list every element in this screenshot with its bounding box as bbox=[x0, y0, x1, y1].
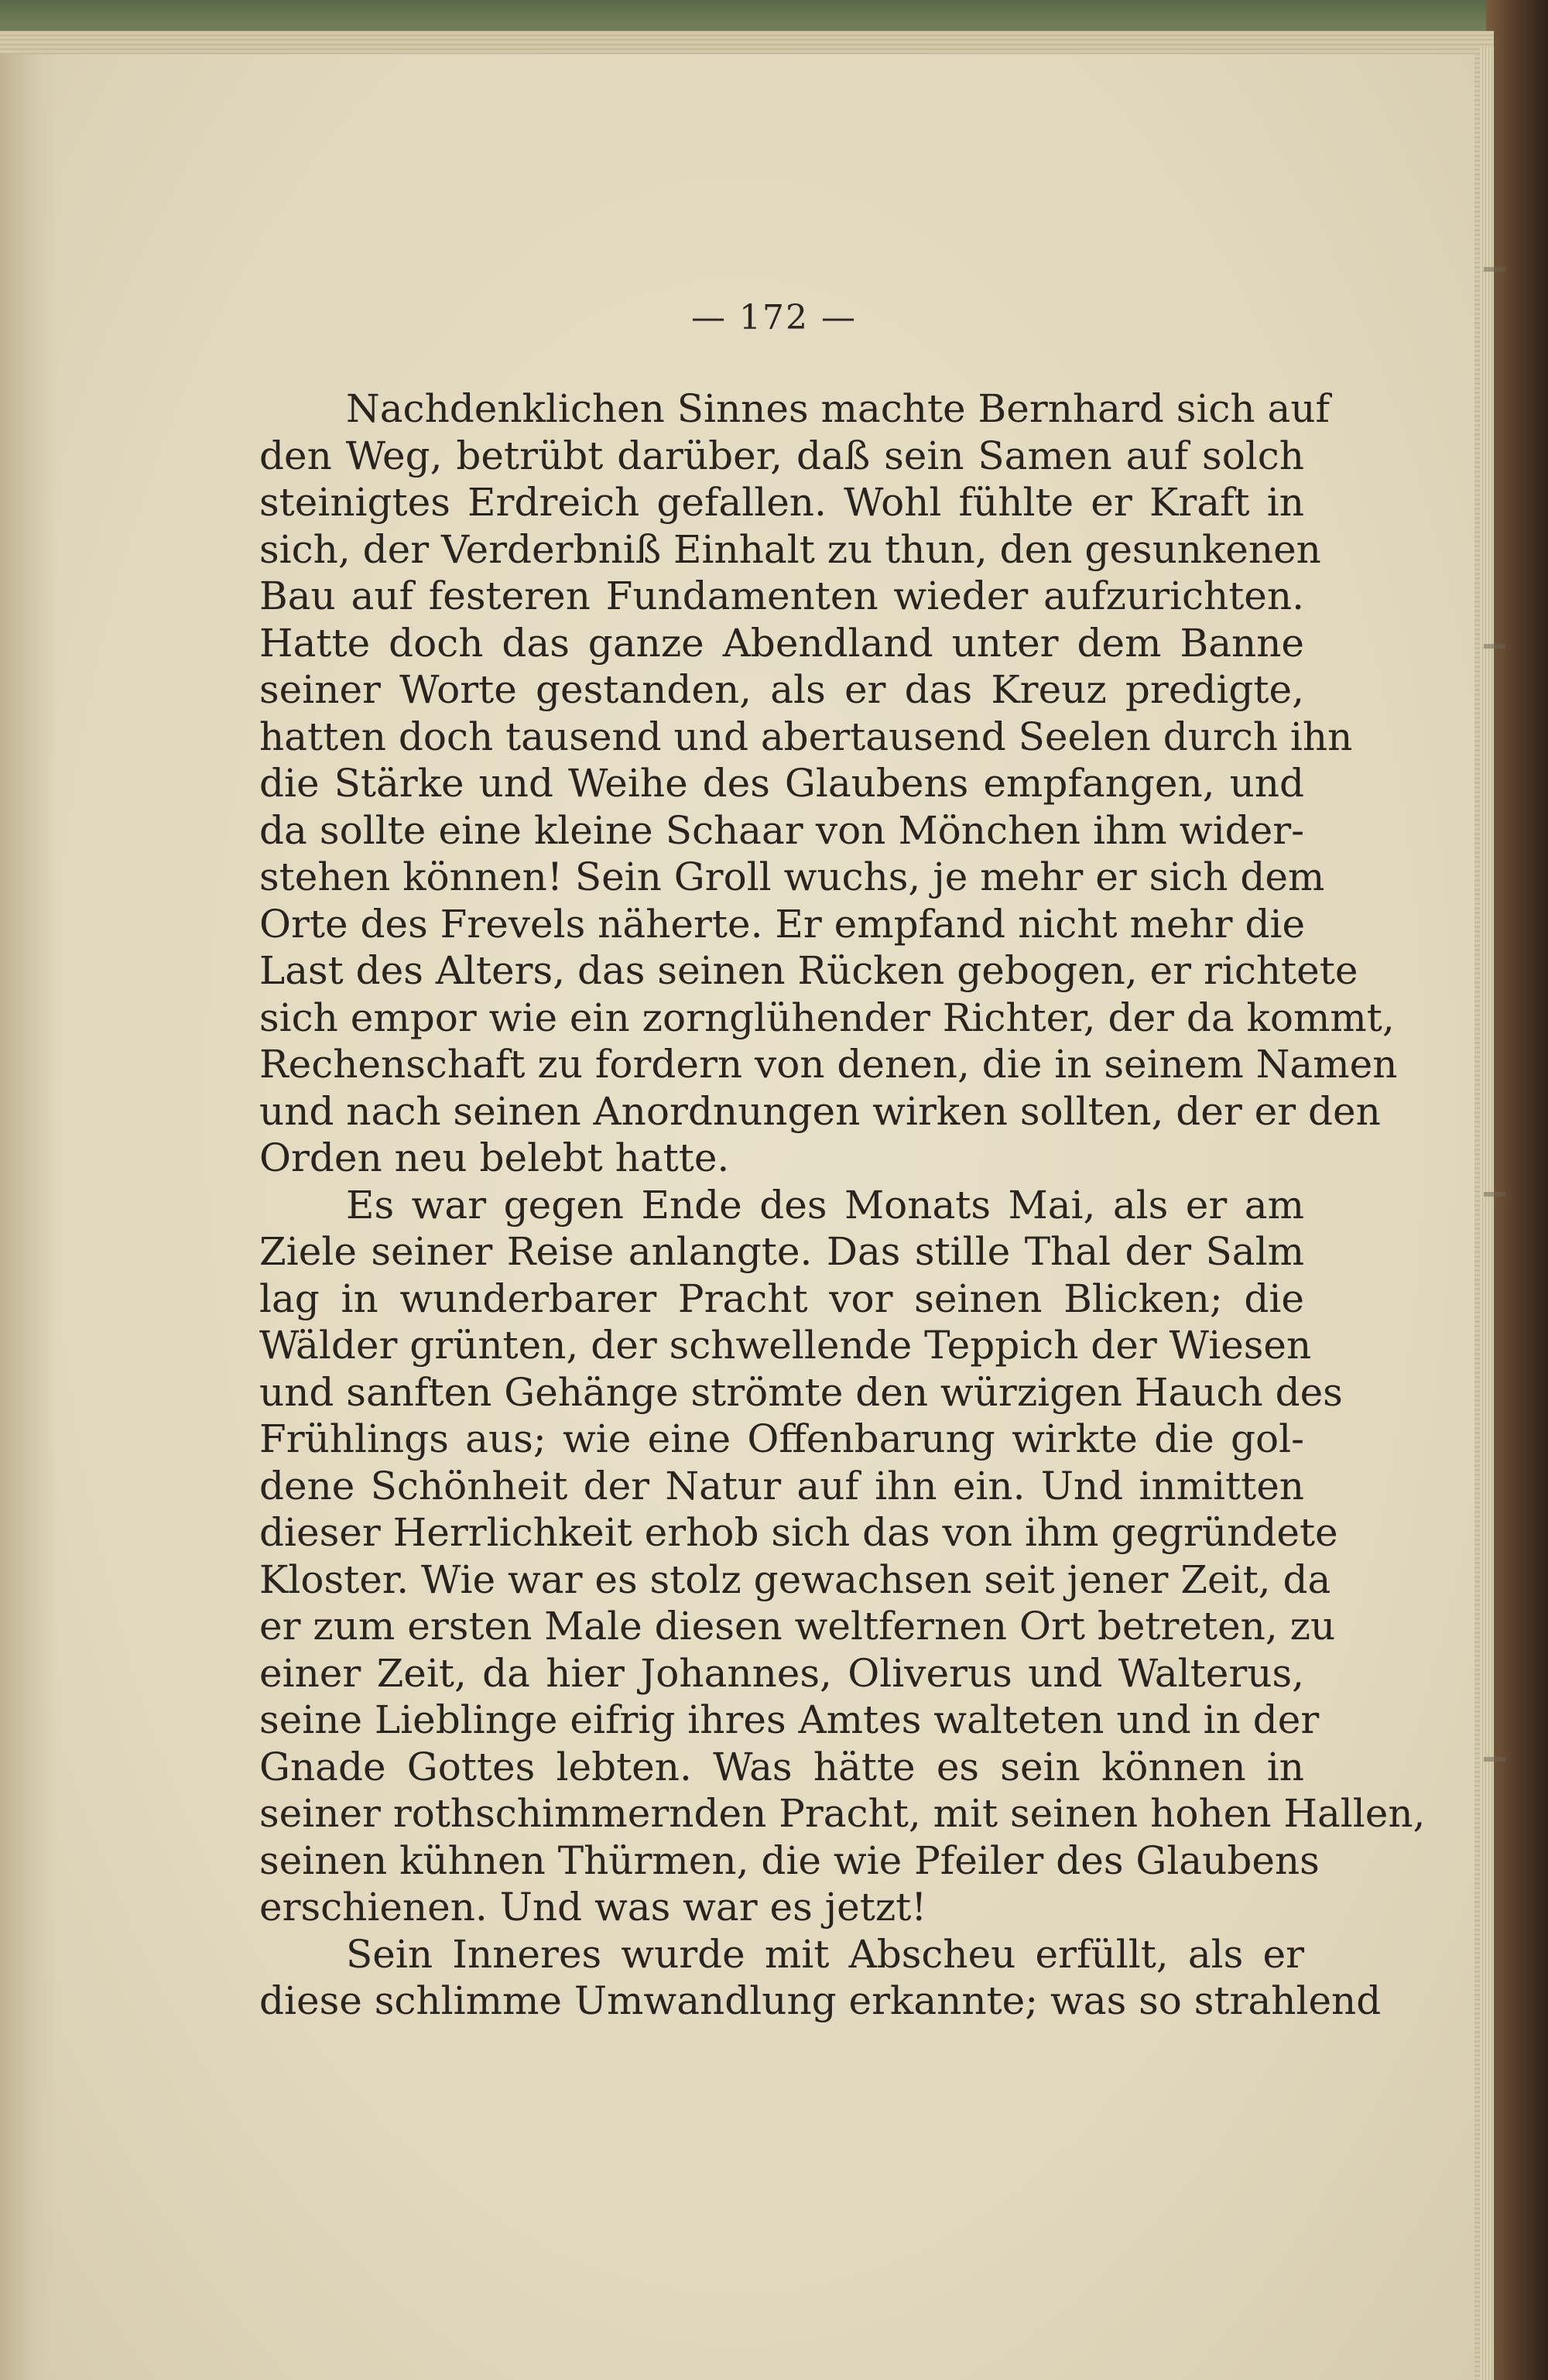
page-gutter-shadow bbox=[0, 54, 58, 2380]
text-line: diese schlimme Umwandlung erkannte; was so strahlend bbox=[259, 1978, 1382, 2023]
text-line: stehen können! Sein Groll wuchs, je mehr er sich dem bbox=[259, 854, 1325, 899]
text-line: Sein Inneres wurde mit Abscheu erfüllt, als er bbox=[346, 1931, 1304, 1977]
text-line: Orte des Frevels näherte. Er empfand nicht mehr die bbox=[259, 901, 1306, 947]
text-line: Rechenschaft zu fordern von denen, die in seinem Namen bbox=[259, 1042, 1398, 1087]
body-text bbox=[259, 385, 1426, 2025]
text-line: Gnade Gottes lebten. Was hätte es sein können in bbox=[259, 1744, 1304, 1789]
text-line: hatten doch tausend und abertausend Seelen durch ihn bbox=[259, 714, 1353, 759]
text-line: einer Zeit, da hier Johannes, Oliverus und Walterus, bbox=[259, 1650, 1304, 1696]
text-line: seiner Worte gestanden, als er das Kreuz predigte, bbox=[259, 667, 1304, 712]
text-line: Orden neu belebt hatte. bbox=[259, 1135, 730, 1180]
text-line: dene Schönheit der Natur auf ihn ein. Und inmitten bbox=[259, 1463, 1304, 1508]
text-line: Nachdenklichen Sinnes machte Bernhard sich auf bbox=[346, 386, 1331, 431]
text-line: da sollte eine kleine Schaar von Mönchen ihm wider- bbox=[259, 807, 1304, 853]
text-line: er zum ersten Male diesen weltfernen Ort betreten, zu bbox=[259, 1604, 1336, 1649]
paragraph bbox=[259, 1182, 1426, 1931]
book-cover-right bbox=[1486, 0, 1548, 2380]
paragraph bbox=[259, 1931, 1382, 2025]
text-line: Kloster. Wie war es stolz gewachsen seit jener Zeit, da bbox=[259, 1556, 1331, 1602]
text-line: Hatte doch das ganze Abendland unter dem Banne bbox=[259, 620, 1304, 666]
text-line: lag in wunderbarer Pracht vor seinen Blicken; die bbox=[259, 1276, 1304, 1321]
text-line: dieser Herrlichkeit erhob sich das von ihm gegründete bbox=[259, 1510, 1338, 1555]
page-number: — 172 — bbox=[691, 298, 857, 337]
text-line: und sanften Gehänge strömte den würzigen Hauch des bbox=[259, 1369, 1343, 1415]
text-line: Bau auf festeren Fundamenten wieder aufzurichten. bbox=[259, 574, 1304, 618]
margin-mark bbox=[1484, 1757, 1505, 1762]
page-stack-side bbox=[1480, 46, 1494, 2380]
text-line: sich, der Verderbniß Einhalt zu thun, den gesunkenen bbox=[259, 526, 1321, 572]
text-line: sich empor wie ein zornglühender Richter, der da kommt, bbox=[259, 995, 1395, 1040]
text-line: steinigtes Erdreich gefallen. Wohl fühlte er Kraft in bbox=[259, 480, 1304, 525]
text-line: seiner rothschimmernden Pracht, mit seinen hohen Hallen, bbox=[259, 1791, 1426, 1836]
text-line: seine Lieblinge eifrig ihres Amtes walteten und in der bbox=[259, 1697, 1320, 1742]
text-line: den Weg, betrübt darüber, daß sein Samen auf solch bbox=[259, 433, 1304, 478]
text-line: Ziele seiner Reise anlangte. Das stille Thal der Salm bbox=[259, 1229, 1304, 1274]
text-line: seinen kühnen Thürmen, die wie Pfeiler des Glaubens bbox=[259, 1837, 1320, 1883]
text-line: die Stärke und Weihe des Glaubens empfangen, und bbox=[259, 761, 1304, 806]
margin-mark bbox=[1484, 267, 1505, 272]
text-line: Es war gegen Ende des Monats Mai, als er am bbox=[346, 1182, 1304, 1228]
paragraph bbox=[259, 385, 1398, 1182]
margin-mark bbox=[1484, 644, 1505, 649]
text-line: und nach seinen Anordnungen wirken sollten, der er den bbox=[259, 1088, 1381, 1134]
text-line: erschienen. Und was war es jetzt! bbox=[259, 1885, 927, 1930]
text-line: Frühlings aus; wie eine Offenbarung wirkte die gol- bbox=[259, 1416, 1304, 1461]
margin-mark bbox=[1484, 1192, 1505, 1197]
text-line: Last des Alters, das seinen Rücken gebogen, er richtete bbox=[259, 948, 1358, 993]
text-line: Wälder grünten, der schwellende Teppich der Wiesen bbox=[259, 1323, 1312, 1368]
